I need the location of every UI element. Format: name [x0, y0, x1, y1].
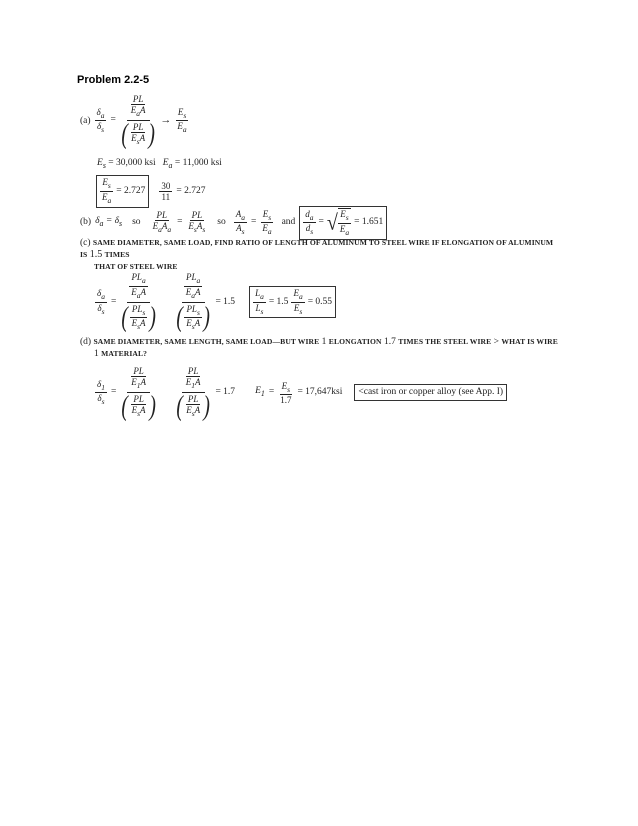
part-d-equation: $\frac{\delta_1}{\delta_s}$ = $\frac{PL}{E_1A}$ ( $\frac{PL}{E_sA}$ ) $\frac{PL}{E_1A}$ ( $\frac{PL}{E_sA}$ ) = 1.7 $E_1$ = $\frac{E_s}{1.7}$ = 17,647ksi <cast iron or copper alloy (see App. I)	[95, 366, 507, 420]
material-answer-box: <cast iron or copper alloy (see App. I)	[354, 384, 507, 401]
part-a-equation	[80, 94, 189, 148]
arrow-icon: →	[160, 114, 172, 127]
moduli-line: $E_s = 30,000$ ksi $E_a = 11,000$ ksi	[97, 158, 222, 170]
boxed-diameter-ratio: $\frac{d_a}{d_s}$ = √ $\frac{E_s}{E_a}$ = 1.651	[299, 206, 387, 240]
part-a-label: (a)	[80, 116, 91, 127]
boxed-ratio: $\frac{E_s}{E_a}$ = 2.727	[96, 175, 149, 208]
part-a-lhs-fraction: $\frac{\delta_a}{\delta_s}$	[96, 106, 105, 135]
page-title: Problem 2.2-5	[77, 74, 150, 86]
boxed-length-ratio: $\frac{L_a}{L_s}$ = 1.5 $\frac{E_a}{E_s}$ = 0.55	[249, 286, 336, 319]
part-d-label: (d)	[80, 337, 92, 347]
part-a-result-fraction: $\frac{E_s}{E_a}$	[177, 106, 187, 135]
equals-sign: =	[110, 115, 116, 126]
part-c-statement: (c) SAME DIAMETER, SAME LOAD, FIND RATIO OF LENGTH OF ALUMINUM TO STEEL WIRE IF ELONGATION OF ALUMINUM IS 1.5 TIMES THAT OF STEEL WIRE	[80, 238, 554, 271]
part-a-compound-fraction: $\frac{PL}{E_aA}$ ( $\frac{PL}{E_sA}$ )	[121, 94, 156, 150]
part-c-label: (c)	[80, 238, 91, 248]
part-c-equation: $\frac{\delta_a}{\delta_s}$ = $\frac{PL_a}{E_aA}$ ( $\frac{PL_s}{E_sA}$ ) $\frac{PL_a}{E_aA}$ ( $\frac{PL_s}{E_sA}$ ) = 1.5 $\frac{L_a}{L_s}$ = 1.5 $\frac{E_a}{E_s}$ = 0.55	[95, 272, 336, 332]
part-b-label: (b)	[80, 217, 92, 228]
part-d-statement: (d) SAME DIAMETER, SAME LENGTH, SAME LOAD—BUT WIRE 1 ELONGATION 1.7 TIMES THE STEEL WIRE > WHAT IS WIRE 1 MATERIAL?	[80, 337, 558, 359]
square-root-icon: √ $\frac{E_s}{E_a}$	[326, 209, 350, 237]
part-b-equation: (b) $\delta_a = \delta_s$ so $\frac{PL}{E_aA_a}$ = $\frac{PL}{E_sA_s}$ so $\frac{A_a}{A_s}$ = $\frac{E_s}{E_a}$ and $\frac{d_a}{d_s}$ = √ $\frac{E_s}{E_a}$ = 1.651	[80, 206, 387, 240]
ratio-line: $\frac{E_s}{E_a}$ = 2.727 $\frac{30}{11}$ = 2.727	[96, 175, 205, 208]
